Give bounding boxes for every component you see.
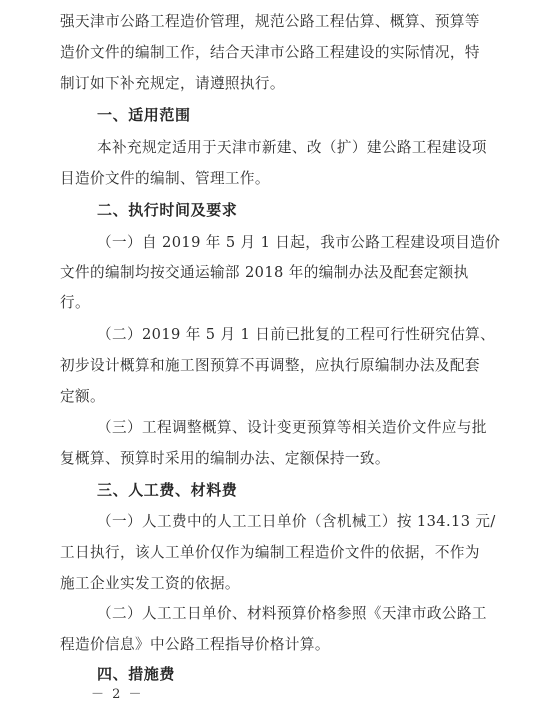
body-line-6: （一）自 2019 年 5 月 1 日起，我市公路工程建设项目造价 [97,234,501,251]
section-heading-measures: 四、措施费 [97,665,176,683]
body-line-3: 制订如下补充规定，请遵照执行。 [60,75,285,92]
body-line-7: 文件的编制均按交通运输部 2018 年的编制办法及配套定额执 [60,264,469,281]
body-line-4: 本补充规定适用于天津市新建、改（扩）建公路工程建设项 [97,139,487,156]
page-number: － 2 － [91,687,144,702]
section-heading-timing: 二、执行时间及要求 [97,201,238,219]
body-line-18: 程造价信息》中公路工程指导价格计算。 [60,636,330,653]
body-line-15: 工日执行，该人工单价仅作为编制工程造价文件的依据，不作为 [60,544,480,561]
body-line-5: 目造价文件的编制、管理工作。 [60,170,270,187]
section-heading-scope: 一、适用范围 [97,106,191,124]
body-line-9: （二）2019 年 5 月 1 日前已批复的工程可行性研究估算、 [97,326,496,343]
body-line-8: 行。 [60,294,90,311]
body-line-12: （三）工程调整概算、设计变更预算等相关造价文件应与批 [97,419,487,436]
body-line-10: 初步设计概算和施工图预算不再调整，应执行原编制办法及配套 [60,357,480,374]
body-line-2: 造价文件的编制工作，结合天津市公路工程建设的实际情况，特 [60,44,480,61]
body-line-16: 施工企业实发工资的依据。 [60,575,240,592]
body-line-13: 复概算、预算时采用的编制办法、定额保持一致。 [60,450,390,467]
body-line-11: 定额。 [60,388,105,405]
body-line-14: （一）人工费中的人工工日单价（含机械工）按 134.13 元/ [97,513,496,530]
body-line-17: （二）人工工日单价、材料预算价格参照《天津市政公路工 [97,605,487,622]
section-heading-labor-materials: 三、人工费、材料费 [97,481,238,499]
body-line-1: 强天津市公路工程造价管理，规范公路工程估算、概算、预算等 [60,13,480,30]
